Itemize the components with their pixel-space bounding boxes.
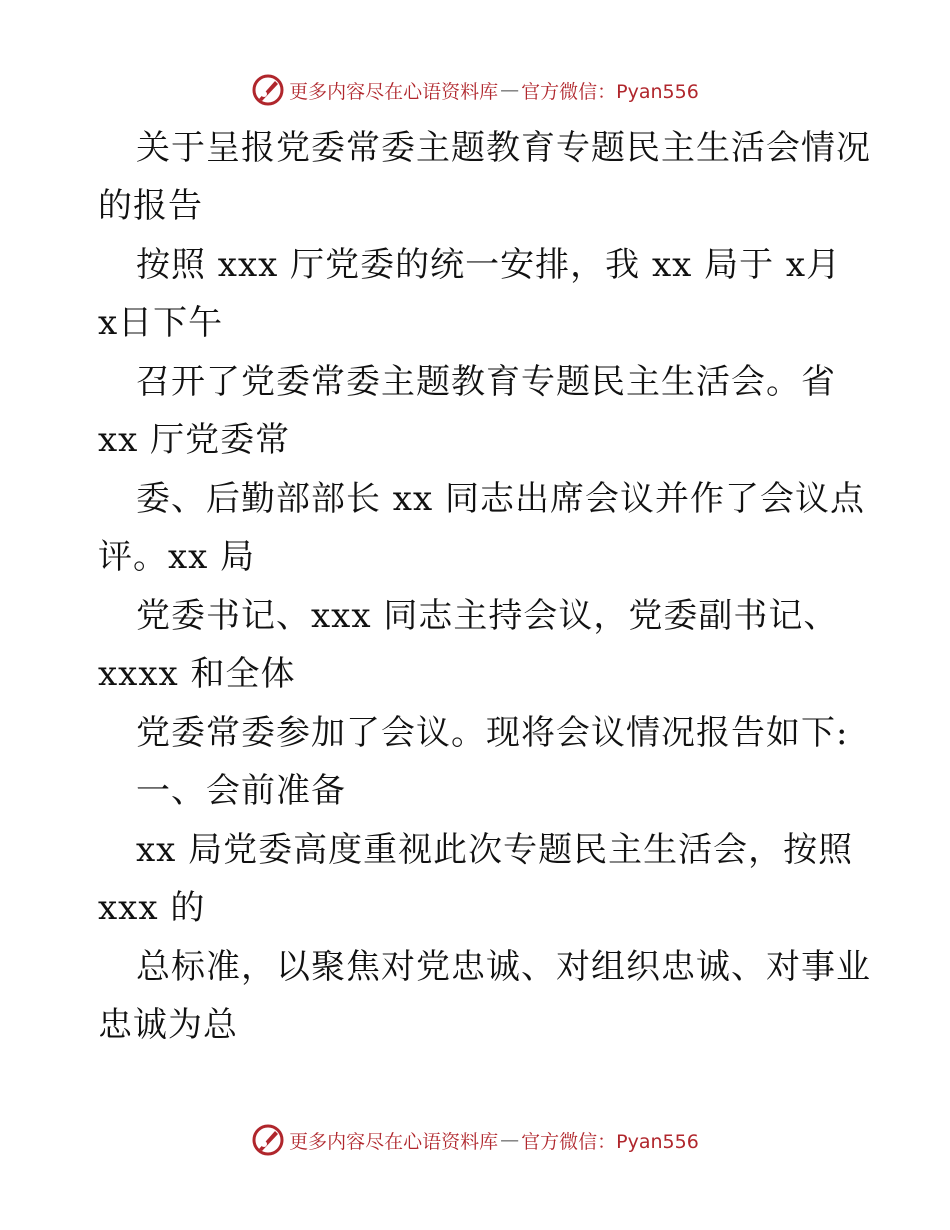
watermark-footer [0,1120,950,1160]
quill-logo-icon [251,73,285,107]
body-line: 党委常委参加了会议。现将会议情况报告如下: [136,713,849,753]
body-line: 忠诚为总 [98,1005,238,1045]
body-line: 按照 xxx 厅党委的统一安排，我 xx 局于 x月 [136,245,842,285]
quill-logo-icon [251,1123,285,1157]
body-line: xxx 的 [98,888,206,928]
body-line: 的报告 [98,186,203,226]
watermark-brand-text: 更多内容尽在心语资料库 [289,1130,499,1153]
body-line: x日下午 [98,303,224,343]
body-line: 召开了党委常委主题教育专题民主生活会。省 [136,362,836,402]
body-line: 党委书记、xxx 同志主持会议，党委副书记、 [136,596,839,636]
watermark-brand-text: 更多内容尽在心语资料库 [289,80,499,103]
body-line: 委、后勤部部长 xx 同志出席会议并作了会议点 [136,479,865,519]
body-line: xx 厅党委常 [98,420,291,460]
watermark-dash: — [500,1129,520,1151]
body-line: xx 局党委高度重视此次专题民主生活会，按照 [136,830,854,870]
body-line: 关于呈报党委常委主题教育专题民主生活会情况 [136,128,871,168]
body-line: 评。xx 局 [98,537,256,577]
body-line: 总标准，以聚焦对党忠诚、对组织忠诚、对事业 [136,947,871,987]
body-line: xxxx 和全体 [98,654,296,694]
watermark-suffix-text: 官方微信：Pyan556 [521,1130,699,1153]
watermark-suffix-text: 官方微信：Pyan556 [521,80,699,103]
section-heading: 一、会前准备 [136,771,346,811]
watermark-header [0,70,950,110]
watermark-dash: — [500,79,520,101]
